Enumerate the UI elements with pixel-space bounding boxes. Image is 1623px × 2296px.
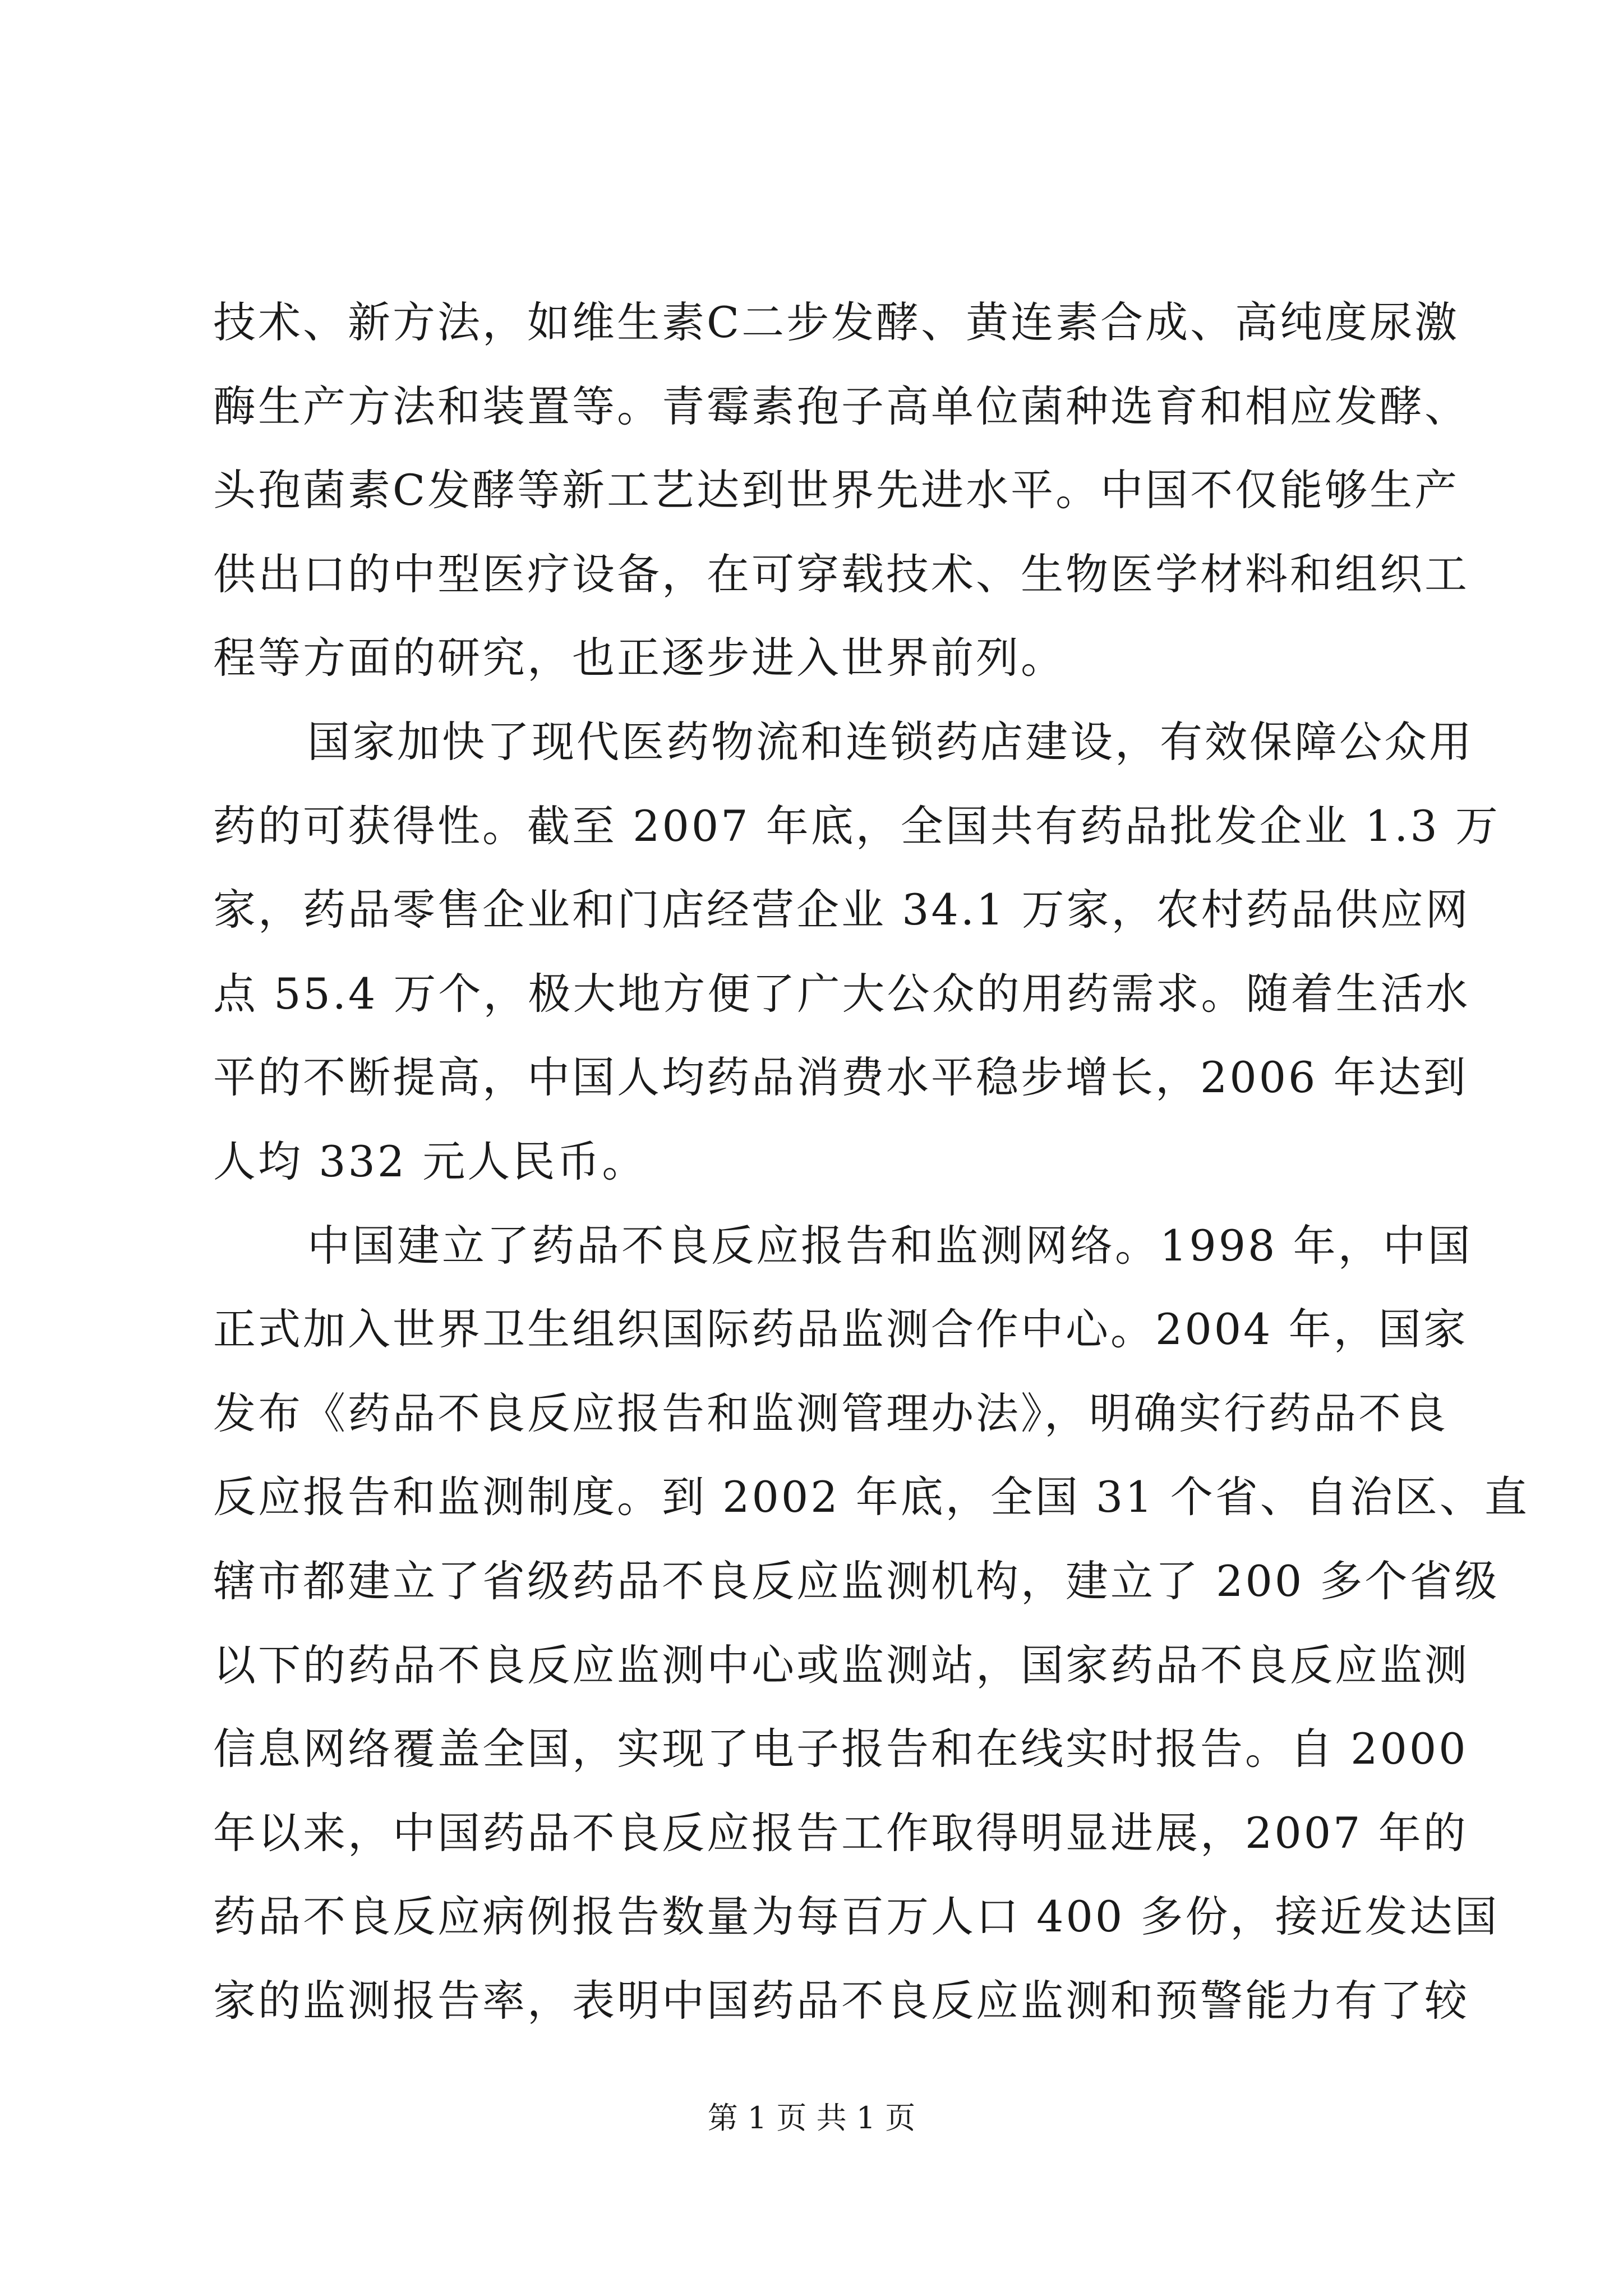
text-line: 辖市都建立了省级药品不良反应监测机构，建立了 200 多个省级 [213,1556,1500,1606]
text-line: 发布《药品不良反应报告和监测管理办法》，明确实行药品不良 [213,1388,1448,1438]
text-line: 酶生产方法和装置等。青霉素孢子高单位菌种选育和相应发酵、 [213,381,1469,431]
text-line: 技术、新方法，如维生素C二步发酵、黄连素合成、高纯度尿激 [213,297,1460,347]
text-line: 反应报告和监测制度。到 2002 年底，全国 31 个省、自治区、直 [213,1472,1529,1522]
body-text [213,280,1529,2042]
page-number: 第 1 页 共 1 页 [707,2100,916,2136]
text-line: 正式加入世界卫生组织国际药品监测合作中心。2004 年，国家 [213,1304,1468,1355]
text-line: 信息网络覆盖全国，实现了电子报告和在线实时报告。自 2000 [213,1724,1468,1774]
text-line: 中国建立了药品不良反应报告和监测网络。1998 年，中国 [307,1220,1473,1271]
text-line: 国家加快了现代医药物流和连锁药店建设，有效保障公众用 [307,716,1474,767]
text-line: 家的监测报告率，表明中国药品不良反应监测和预警能力有了较 [213,1975,1469,2026]
text-line: 程等方面的研究，也正逐步进入世界前列。 [213,633,1066,683]
text-line: 以下的药品不良反应监测中心或监测站，国家药品不良反应监测 [213,1640,1469,1690]
text-line: 平的不断提高，中国人均药品消费水平稳步增长，2006 年达到 [213,1052,1468,1103]
paragraph-1 [213,280,1469,700]
text-line: 药的可获得性。截至 2007 年底，全国共有药品批发企业 1.3 万 [213,800,1500,851]
text-line: 家，药品零售企业和门店经营企业 34.1 万家，农村药品供应网 [213,885,1470,935]
text-line: 头孢菌素C发酵等新工艺达到世界先进水平。中国不仅能够生产 [213,465,1460,516]
paragraph-2 [213,700,1500,1204]
page-footer [0,2096,1623,2141]
paragraph-3 [213,1204,1529,2043]
text-line: 药品不良反应病例报告数量为每百万人口 400 多份，接近发达国 [213,1892,1500,1942]
text-line: 点 55.4 万个，极大地方便了广大公众的用药需求。随着生活水 [213,968,1470,1019]
text-line: 年以来，中国药品不良反应报告工作取得明显进展，2007 年的 [213,1807,1468,1858]
text-line: 人均 332 元人民币。 [213,1136,647,1186]
text-line: 供出口的中型医疗设备，在可穿载技术、生物医学材料和组织工 [213,549,1469,599]
